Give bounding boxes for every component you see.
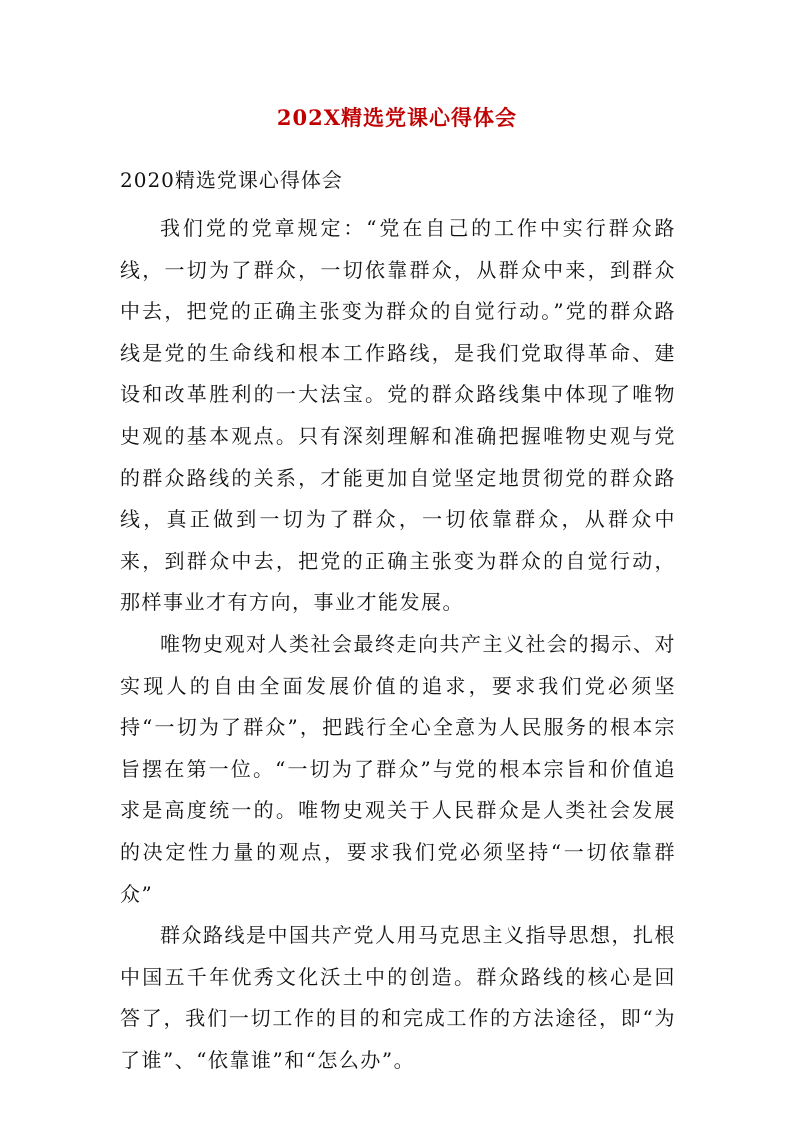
document-body [120,208,676,1081]
paragraph: 唯物史观对人类社会最终走向共产主义社会的揭示、对实现人的自由全面发展价值的追求，要求我们党必须坚持“一切为了群众”，把践行全心全意为人民服务的根本宗旨摆在第一位。“一切为了群众”与党的根本宗旨和价值追求是高度统一的。唯物史观关于人民群众是人类社会发展的决定性力量的观点，要求我们党必须坚持“一切依靠群众” [120,631,676,906]
document-title: 202X精选党课心得体会 [276,105,518,130]
document-subtitle: 2020精选党课心得体会 [120,168,343,192]
paragraph: 群众路线是中国共产党人用马克思主义指导思想，扎根中国五千年优秀文化沃土中的创造。群众路线的核心是回答了，我们一切工作的目的和完成工作的方法途径，即“为了谁”、“依靠谁”和“怎么办”。 [120,923,676,1072]
paragraph: 我们党的党章规定：“党在自己的工作中实行群众路线，一切为了群众，一切依靠群众，从群众中来，到群众中去，把党的正确主张变为群众的自觉行动。”党的群众路线是党的生命线和根本工作路线，是我们党取得革命、建设和改革胜利的一大法宝。党的群众路线集中体现了唯物史观的基本观点。只有深刻理解和准确把握唯物史观与党的群众路线的关系，才能更加自觉坚定地贯彻党的群众路线，真正做到一切为了群众，一切依靠群众，从群众中来，到群众中去，把党的正确主张变为群众的自觉行动，那样事业才有方向，事业才能发展。 [120,216,676,615]
